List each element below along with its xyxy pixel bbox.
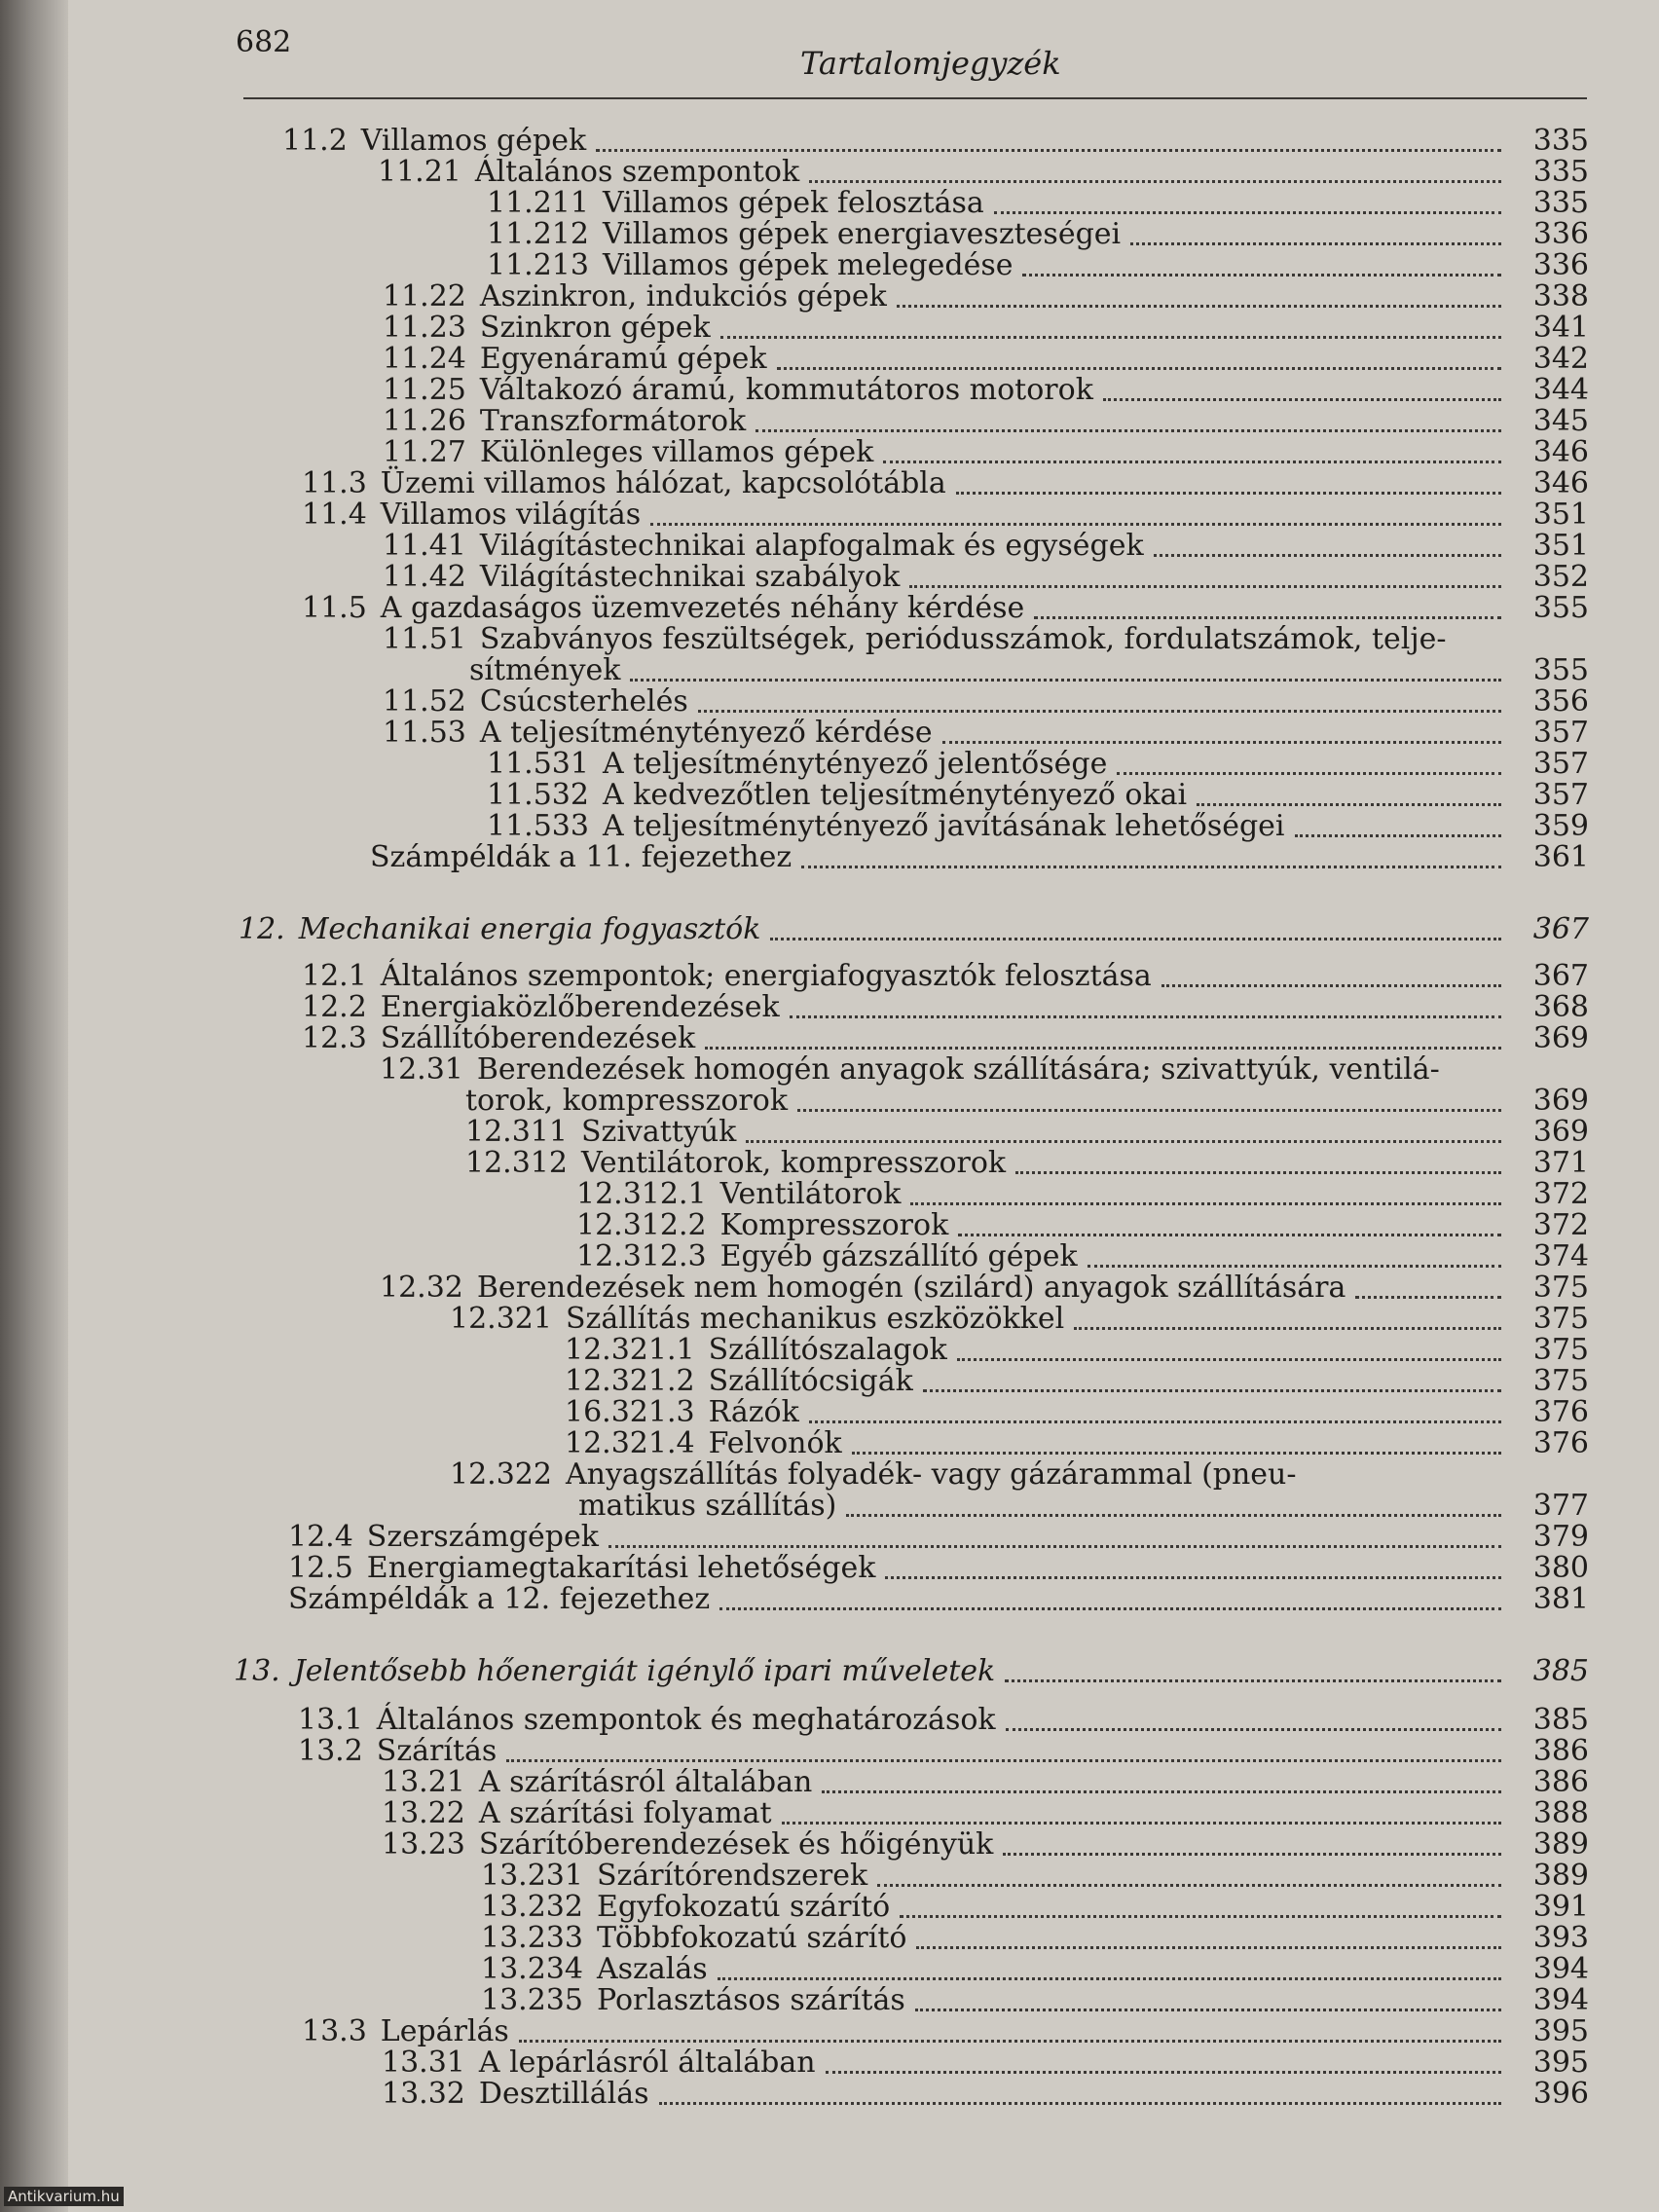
toc-entry: 13.23 Szárítóberendezések és hőigényük 389 [382, 1827, 1589, 1862]
toc-entry: Számpéldák a 11. fejezethez 361 [370, 840, 1589, 874]
toc-entry: 11.4 Villamos világítás 351 [302, 498, 1589, 532]
toc-entry: 11.25 Váltakozó áramú, kommutátoros motorok 344 [383, 373, 1589, 407]
toc-entry: 13.3 Lepárlás 395 [302, 2014, 1589, 2048]
toc-entry: 12.3 Szállítóberendezések 369 [302, 1021, 1589, 1055]
toc-entry: 12.321.2 Szállítócsigák 375 [565, 1364, 1589, 1398]
toc-entry: matikus szállítás) 377 [578, 1489, 1589, 1523]
toc-entry: 11.533 A teljesítménytényező javításának lehetőségei 359 [487, 809, 1589, 843]
toc-entry: 11.27 Különleges villamos gépek 346 [383, 435, 1589, 469]
toc-entry: 12.312.3 Egyéb gázszállító gépek 374 [576, 1239, 1589, 1273]
toc-entry: 12.5 Energiamegtakarítási lehetőségek 380 [288, 1551, 1589, 1585]
toc-entry: 13.231 Szárítórendszerek 389 [481, 1859, 1589, 1893]
toc-entry: 11.26 Transzformátorok 345 [383, 404, 1589, 438]
toc-entry: 13.2 Szárítás 386 [298, 1734, 1589, 1768]
toc-entry: 11.24 Egyenáramú gépek 342 [383, 342, 1589, 376]
toc-entry: 12.322 Anyagszállítás folyadék- vagy gázárammal (pneu- [450, 1457, 1297, 1492]
toc-entry: 13.232 Egyfokozatú szárító 391 [481, 1890, 1589, 1924]
page-number: 682 [236, 25, 292, 59]
toc-entry: 13.32 Desztillálás 396 [382, 2077, 1589, 2111]
toc-entry: 13.22 A szárítási folyamat 388 [382, 1796, 1589, 1830]
toc-entry: 11.21 Általános szempontok 335 [378, 155, 1589, 189]
toc-entry: 11.22 Aszinkron, indukciós gépek 338 [383, 279, 1589, 313]
toc-entry: 11.531 A teljesítménytényező jelentősége 357 [487, 747, 1589, 781]
toc-entry: 11.213 Villamos gépek melegedése 336 [487, 248, 1589, 282]
toc-entry: 13.234 Aszalás 394 [481, 1952, 1589, 1986]
source-watermark: Antikvarium.hu [4, 2187, 124, 2206]
toc-entry: 11.42 Világítástechnikai szabályok 352 [383, 560, 1589, 594]
toc-entry: 12.321.1 Szállítószalagok 375 [565, 1333, 1589, 1367]
toc-entry: 12.312.1 Ventilátorok 372 [576, 1177, 1589, 1211]
toc-entry: 12.4 Szerszámgépek 379 [288, 1520, 1589, 1554]
toc-entry: 16.321.3 Rázók 376 [565, 1395, 1589, 1429]
toc-entry: 11.41 Világítástechnikai alapfogalmak és egységek 351 [383, 529, 1589, 563]
toc-entry: 13.1 Általános szempontok és meghatározások 385 [298, 1703, 1589, 1737]
toc-entry: 12.312.2 Kompresszorok 372 [576, 1208, 1589, 1242]
toc-entry: 13.31 A lepárlásról általában 395 [382, 2046, 1589, 2080]
toc-entry: 12.312 Ventilátorok, kompresszorok 371 [465, 1146, 1589, 1180]
toc-entry: 13.235 Porlasztásos szárítás 394 [481, 1983, 1589, 2017]
toc-entry: 12.1 Általános szempontok; energiafogyasztók felosztása 367 [302, 959, 1589, 993]
toc-entry: 12.321 Szállítás mechanikus eszközökkel 375 [450, 1302, 1589, 1336]
toc-entry: 12.32 Berendezések nem homogén (szilárd) anyagok szállítására 375 [380, 1271, 1589, 1305]
toc-entry: 12.31 Berendezések homogén anyagok szállítására; szivattyúk, ventilá- [380, 1052, 1440, 1087]
toc-entry: 12.311 Szivattyúk 369 [465, 1115, 1589, 1149]
toc-chapter-heading: 12. Mechanikai energia fogyasztók 367 [239, 912, 1589, 946]
toc-entry: 11.532 A kedvezőtlen teljesítménytényező okai 357 [487, 778, 1589, 812]
toc-entry: Számpéldák a 12. fejezethez 381 [288, 1582, 1589, 1616]
toc-entry: 11.23 Szinkron gépek 341 [383, 311, 1589, 345]
toc-entry: 11.212 Villamos gépek energiaveszteségei 336 [487, 217, 1589, 251]
toc-entry: 13.21 A szárításról általában 386 [382, 1765, 1589, 1799]
toc-entry: 13.233 Többfokozatú szárító 393 [481, 1921, 1589, 1955]
toc-entry: 12.2 Energiaközlőberendezések 368 [302, 990, 1589, 1024]
toc-entry: torok, kompresszorok 369 [465, 1084, 1589, 1118]
toc-entry: 11.3 Üzemi villamos hálózat, kapcsolótábla 346 [302, 466, 1589, 500]
toc-entry: 11.52 Csúcsterhelés 356 [383, 684, 1589, 719]
toc-entry: 11.2 Villamos gépek 335 [282, 124, 1589, 158]
toc-entry: 11.211 Villamos gépek felosztása 335 [487, 186, 1589, 220]
toc-chapter-heading: 13. Jelentősebb hőenergiát igénylő ipari műveletek 385 [234, 1654, 1589, 1688]
toc-entry: 11.51 Szabványos feszültségek, periódusszámok, fordulatszámok, telje- [383, 622, 1447, 656]
running-title: Tartalomjegyzék [800, 45, 1061, 82]
toc-entry: 11.53 A teljesítménytényező kérdése 357 [383, 716, 1589, 750]
toc-entry: 11.5 A gazdaságos üzemvezetés néhány kérdése 355 [302, 591, 1589, 625]
toc-entry: sítmények 355 [469, 653, 1589, 687]
toc-entry: 12.321.4 Felvonók 376 [565, 1426, 1589, 1460]
